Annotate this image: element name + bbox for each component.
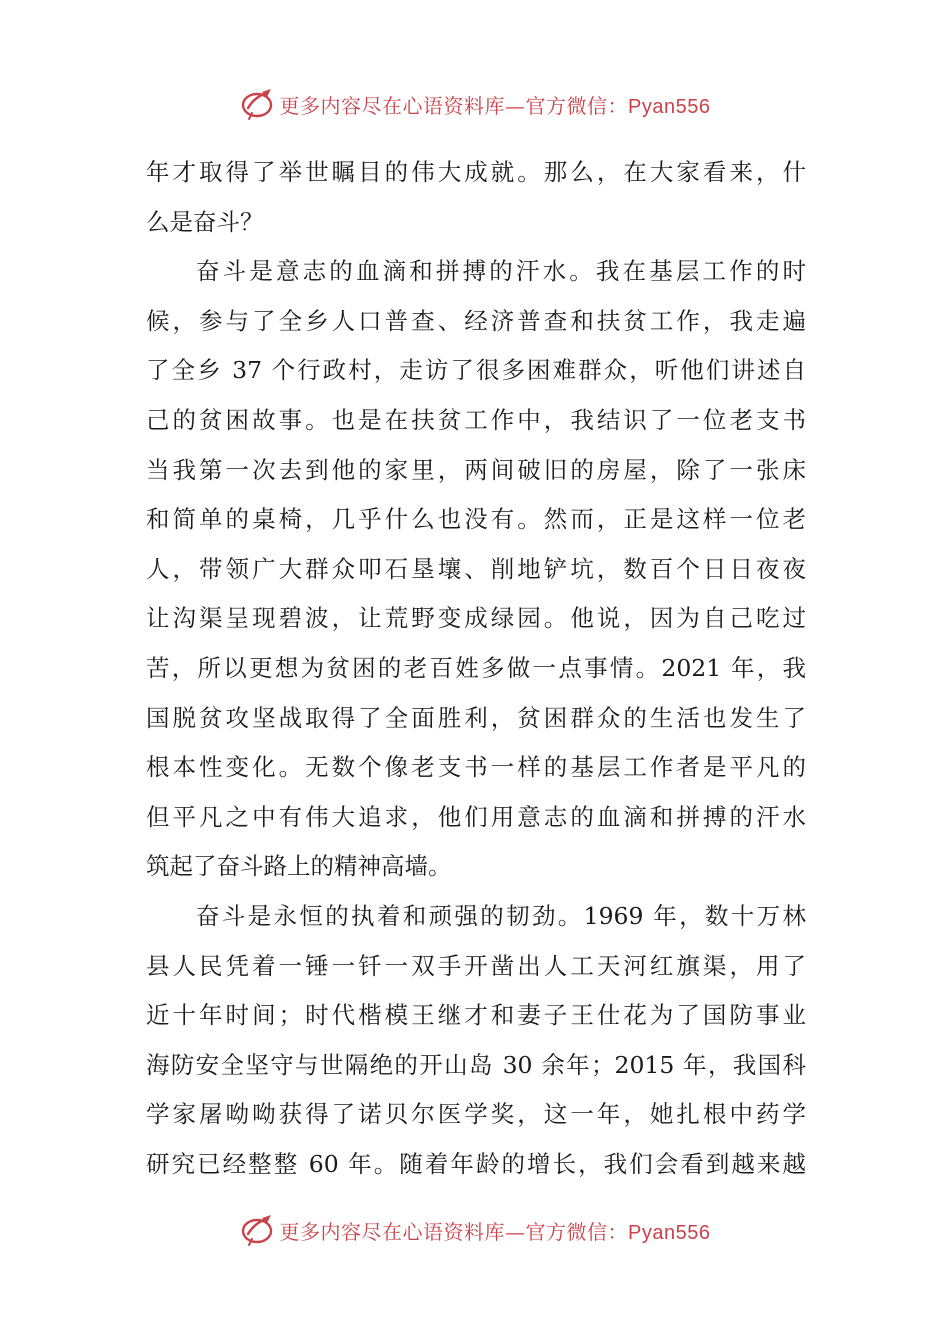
document-body [146, 148, 806, 1189]
banner-text: 更多内容尽在心语资料库—官方微信：Pyan556 [279, 1219, 711, 1244]
text-line: 苦，所以更想为贫困的老百姓多做一点事情。2021 年，我 [146, 653, 806, 682]
text-line: 么是奋斗？ [146, 207, 264, 236]
wechat-id: Pyan556 [628, 95, 711, 118]
text-line: 学家屠呦呦获得了诺贝尔医学奖，这一年，她扎根中药学 [146, 1100, 806, 1129]
text-line: 人，带领广大群众叩石垦壤、削地铲坑，数百个日日夜夜 [146, 554, 806, 583]
text-line: 年才取得了举世瞩目的伟大成就。那么，在大家看来，什 [146, 158, 806, 186]
text-line: 根本性变化。无数个像老支书一样的基层工作者是平凡的 [146, 753, 806, 782]
text-line: 己的贫困故事。也是在扶贫工作中，我结识了一位老支书 [146, 405, 806, 434]
text-line: 筑起了奋斗路上的精神高墙。 [146, 852, 452, 881]
text-line: 奋斗是永恒的执着和顽强的韧劲。1969 年，数十万林 [196, 901, 806, 930]
text-line: 当我第一次去到他的家里，两间破旧的房屋，除了一张床 [146, 455, 806, 484]
text-line: 研究已经整整 60 年。随着年龄的增长，我们会看到越来越 [146, 1149, 806, 1178]
text-line: 国脱贫攻坚战取得了全面胜利，贫困群众的生活也发生了 [146, 703, 806, 732]
footer-banner [0, 1210, 950, 1250]
pen-logo-icon [240, 86, 276, 122]
text-line: 海防安全坚守与世隔绝的开山岛 30 余年；2015 年，我国科 [146, 1050, 806, 1079]
text-line: 县人民凭着一锤一钎一双手开凿出人工天河红旗渠，用了 [146, 951, 806, 980]
pen-logo-icon [240, 1212, 276, 1248]
banner-text: 更多内容尽在心语资料库—官方微信：Pyan556 [279, 93, 711, 118]
text-line: 奋斗是意志的血滴和拼搏的汗水。我在基层工作的时 [196, 257, 806, 286]
wechat-id: Pyan556 [628, 1221, 711, 1244]
text-line: 候，参与了全乡人口普查、经济普查和扶贫工作，我走遍 [146, 306, 806, 335]
text-line: 让沟渠呈现碧波，让荒野变成绿园。他说，因为自己吃过 [146, 604, 806, 633]
text-line: 近十年时间；时代楷模王继才和妻子王仕花为了国防事业 [146, 1001, 806, 1030]
header-banner [0, 84, 950, 124]
text-line: 和简单的桌椅，几乎什么也没有。然而，正是这样一位老 [146, 505, 806, 534]
text-line: 了全乡 37 个行政村，走访了很多困难群众，听他们讲述自 [146, 356, 806, 385]
text-line: 但平凡之中有伟大追求，他们用意志的血滴和拼搏的汗水 [146, 802, 806, 831]
